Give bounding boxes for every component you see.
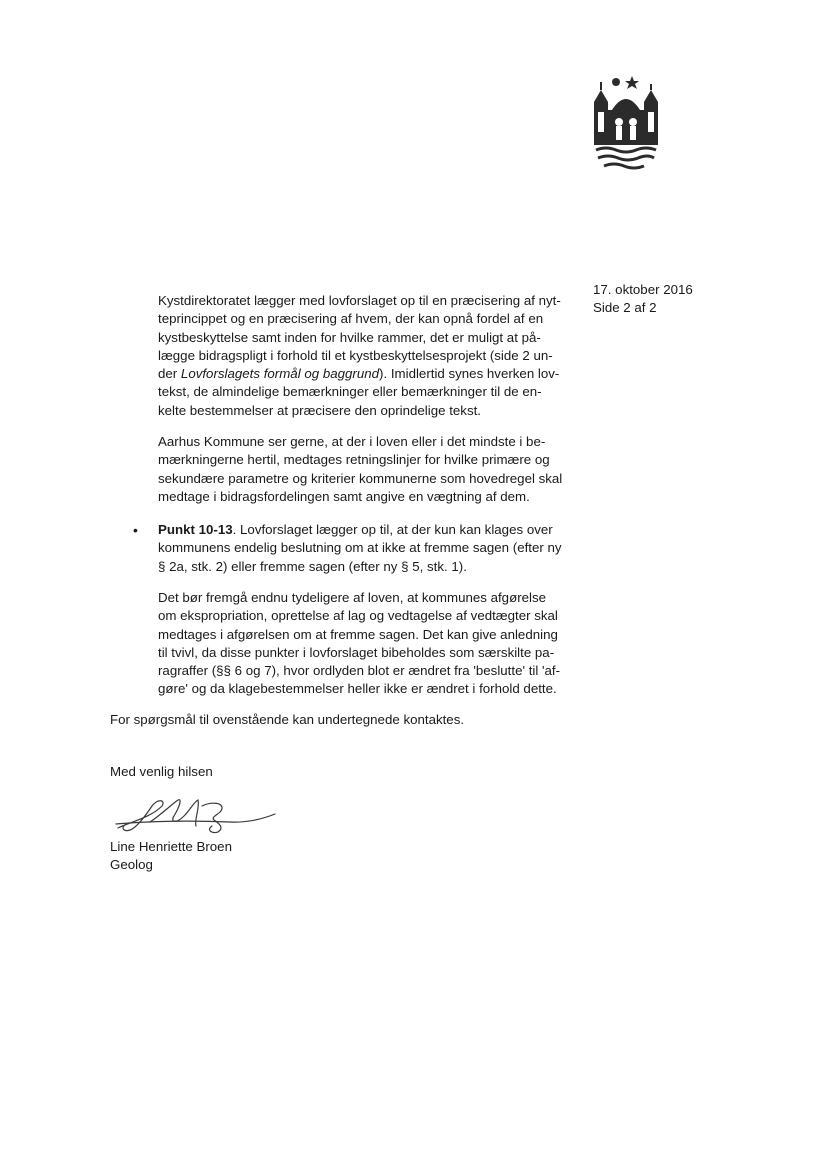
bullet-heading: Punkt 10-13 [158, 522, 233, 537]
text-segment: ). Imidlertid synes hverken lov- [379, 366, 560, 382]
text-line: medtage i bidragsfordelingen samt angive en vægtning af dem. [158, 488, 530, 504]
text-line: kommunens endelig beslutning om at ikke at fremme sagen (efter ny [158, 540, 562, 556]
paragraph-4 [158, 589, 560, 699]
text-line: Aarhus Kommune ser gerne, at der i loven eller i det mindste i be- [158, 434, 546, 449]
text-line: kystbeskyttelse samt inden for hvilke rammer, det er muligt at på- [158, 329, 541, 345]
text-line: Det bør fremgå endnu tydeligere af loven, at kommunes afgørelse [158, 590, 547, 605]
bullet-item [158, 521, 562, 576]
italic-reference: Lovforslagets formål og baggrund [180, 366, 380, 382]
closing-greeting: Med venlig hilsen [110, 764, 213, 779]
paragraph-1 [158, 292, 561, 420]
text-line: kelte bestemmelser at præcisere den oprindelige tekst. [158, 402, 481, 418]
contact-sentence: For spørgsmål til ovenstående kan undertegnede kontaktes. [110, 712, 465, 727]
signatory-name: Line Henriette Broen [110, 839, 232, 854]
handwritten-signature [110, 792, 280, 838]
letter-date: 17. oktober 2016 [593, 282, 693, 297]
text-line: lægge bidragspligt i forhold til et kystbeskyttelsesprojekt (side 2 un- [158, 347, 553, 363]
text-line: Kystdirektoratet lægger med lovforslaget op til en præcisering af nyt- [158, 293, 561, 308]
text-line: ragraffer (§§ 6 og 7), hvor ordlyden blot er ændret fra 'beslutte' til 'af- [158, 663, 561, 679]
text-line: til tvivl, da disse punkter i lovforslaget bibeholdes som særskilte pa- [158, 644, 555, 660]
text-line [158, 365, 561, 383]
letter-meta [593, 281, 693, 318]
text-line: gøre' og da klagebestemmelser heller ikke er ændret i forhold dette. [158, 681, 557, 697]
text-line: sekundære parametre og kriterier kommunerne som hovedregel skal [158, 470, 563, 486]
text-line: tekst, de almindelige bemærkninger eller bemærkninger til de en- [158, 384, 542, 400]
text-line: § 2a, stk. 2) eller fremme sagen (efter ny § 5, stk. 1). [158, 558, 467, 574]
text-line: om ekspropriation, oprettelse af lag og vedtagelse af vedtægter skal [158, 608, 558, 624]
text-line [158, 521, 562, 539]
page-number: Side 2 af 2 [593, 300, 657, 316]
bullet-marker: • [133, 522, 138, 538]
text-segment: der [158, 366, 181, 382]
signatory-title: Geolog [110, 857, 153, 872]
text-line: medtages i afgørelsen om at fremme sagen. Det kan give anledning [158, 626, 558, 642]
paragraph-2 [158, 433, 562, 506]
text-line: teprincippet og en præcisering af hvem, der kan opnå fordel af en [158, 311, 544, 327]
text-line: mærkningerne hertil, medtages retningslinjer for hvilke primære og [158, 452, 550, 468]
coat-of-arms-logo [588, 72, 668, 172]
text-segment: . Lovforslaget lægger op til, at der kun kan klages over [232, 522, 553, 537]
